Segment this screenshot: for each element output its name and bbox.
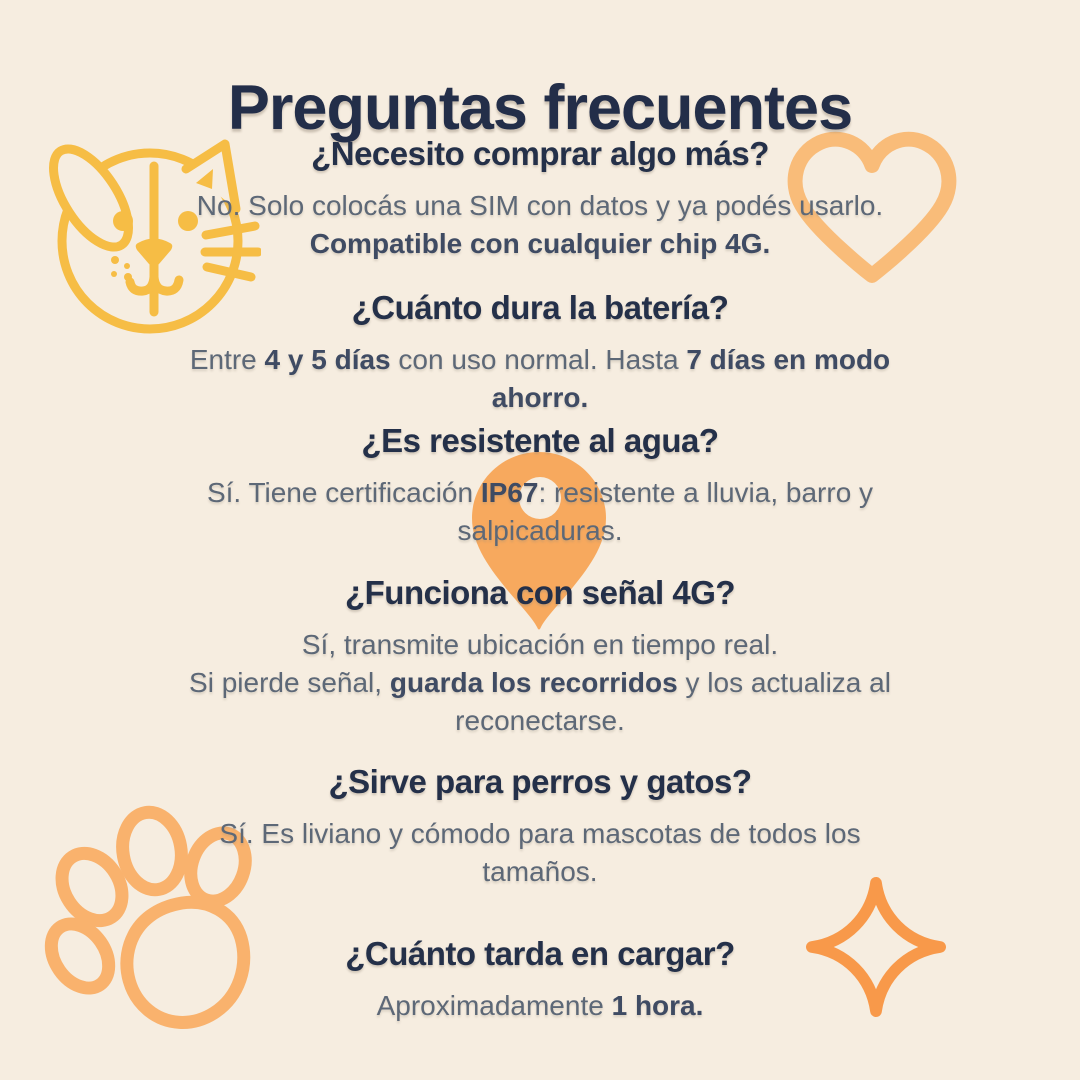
faq-answer-line: Si pierde señal, guarda los recorridos y los actualiza al	[189, 667, 891, 698]
faq-section-5	[0, 760, 1080, 891]
faq-answer-5	[0, 815, 1080, 891]
faq-section-6	[0, 932, 1080, 1025]
faq-answer-line: ahorro.	[491, 382, 589, 413]
faq-answer-line: Sí. Es liviano y cómodo para mascotas de todos los	[219, 818, 861, 849]
faq-answer-3	[0, 474, 1080, 550]
page-title: Preguntas frecuentes	[227, 73, 853, 144]
faq-answer-line: No. Solo colocás una SIM con datos y ya podés usarlo.	[196, 190, 884, 221]
faq-answer-line: tamaños.	[482, 856, 598, 887]
faq-question-6: ¿Cuánto tarda en cargar?	[345, 935, 735, 972]
faq-section-3	[0, 419, 1080, 550]
faq-answer-line: Sí. Tiene certificación IP67: resistente a lluvia, barro y	[206, 477, 874, 508]
faq-answer-line: Sí, transmite ubicación en tiempo real.	[301, 629, 779, 660]
faq-question-1: ¿Necesito comprar algo más?	[311, 135, 769, 172]
faq-answer-line: Entre 4 y 5 días con uso normal. Hasta 7 días en modo	[189, 344, 891, 375]
faq-answer-6	[0, 987, 1080, 1025]
faq-answer-line: Aproximadamente 1 hora.	[376, 990, 704, 1021]
faq-answer-4	[0, 626, 1080, 740]
faq-answer-2	[0, 341, 1080, 417]
faq-question-5: ¿Sirve para perros y gatos?	[328, 763, 752, 800]
faq-section-2	[0, 286, 1080, 417]
faq-question-4: ¿Funciona con señal 4G?	[344, 574, 736, 611]
faq-section-4	[0, 571, 1080, 740]
faq-section-1	[0, 132, 1080, 263]
faq-answer-1	[0, 187, 1080, 263]
faq-answer-line: Compatible con cualquier chip 4G.	[309, 228, 771, 259]
faq-question-3: ¿Es resistente al agua?	[361, 422, 719, 459]
faq-answer-line: salpicaduras.	[457, 515, 623, 546]
faq-question-2: ¿Cuánto dura la batería?	[351, 289, 729, 326]
faq-answer-line: reconectarse.	[455, 705, 625, 736]
